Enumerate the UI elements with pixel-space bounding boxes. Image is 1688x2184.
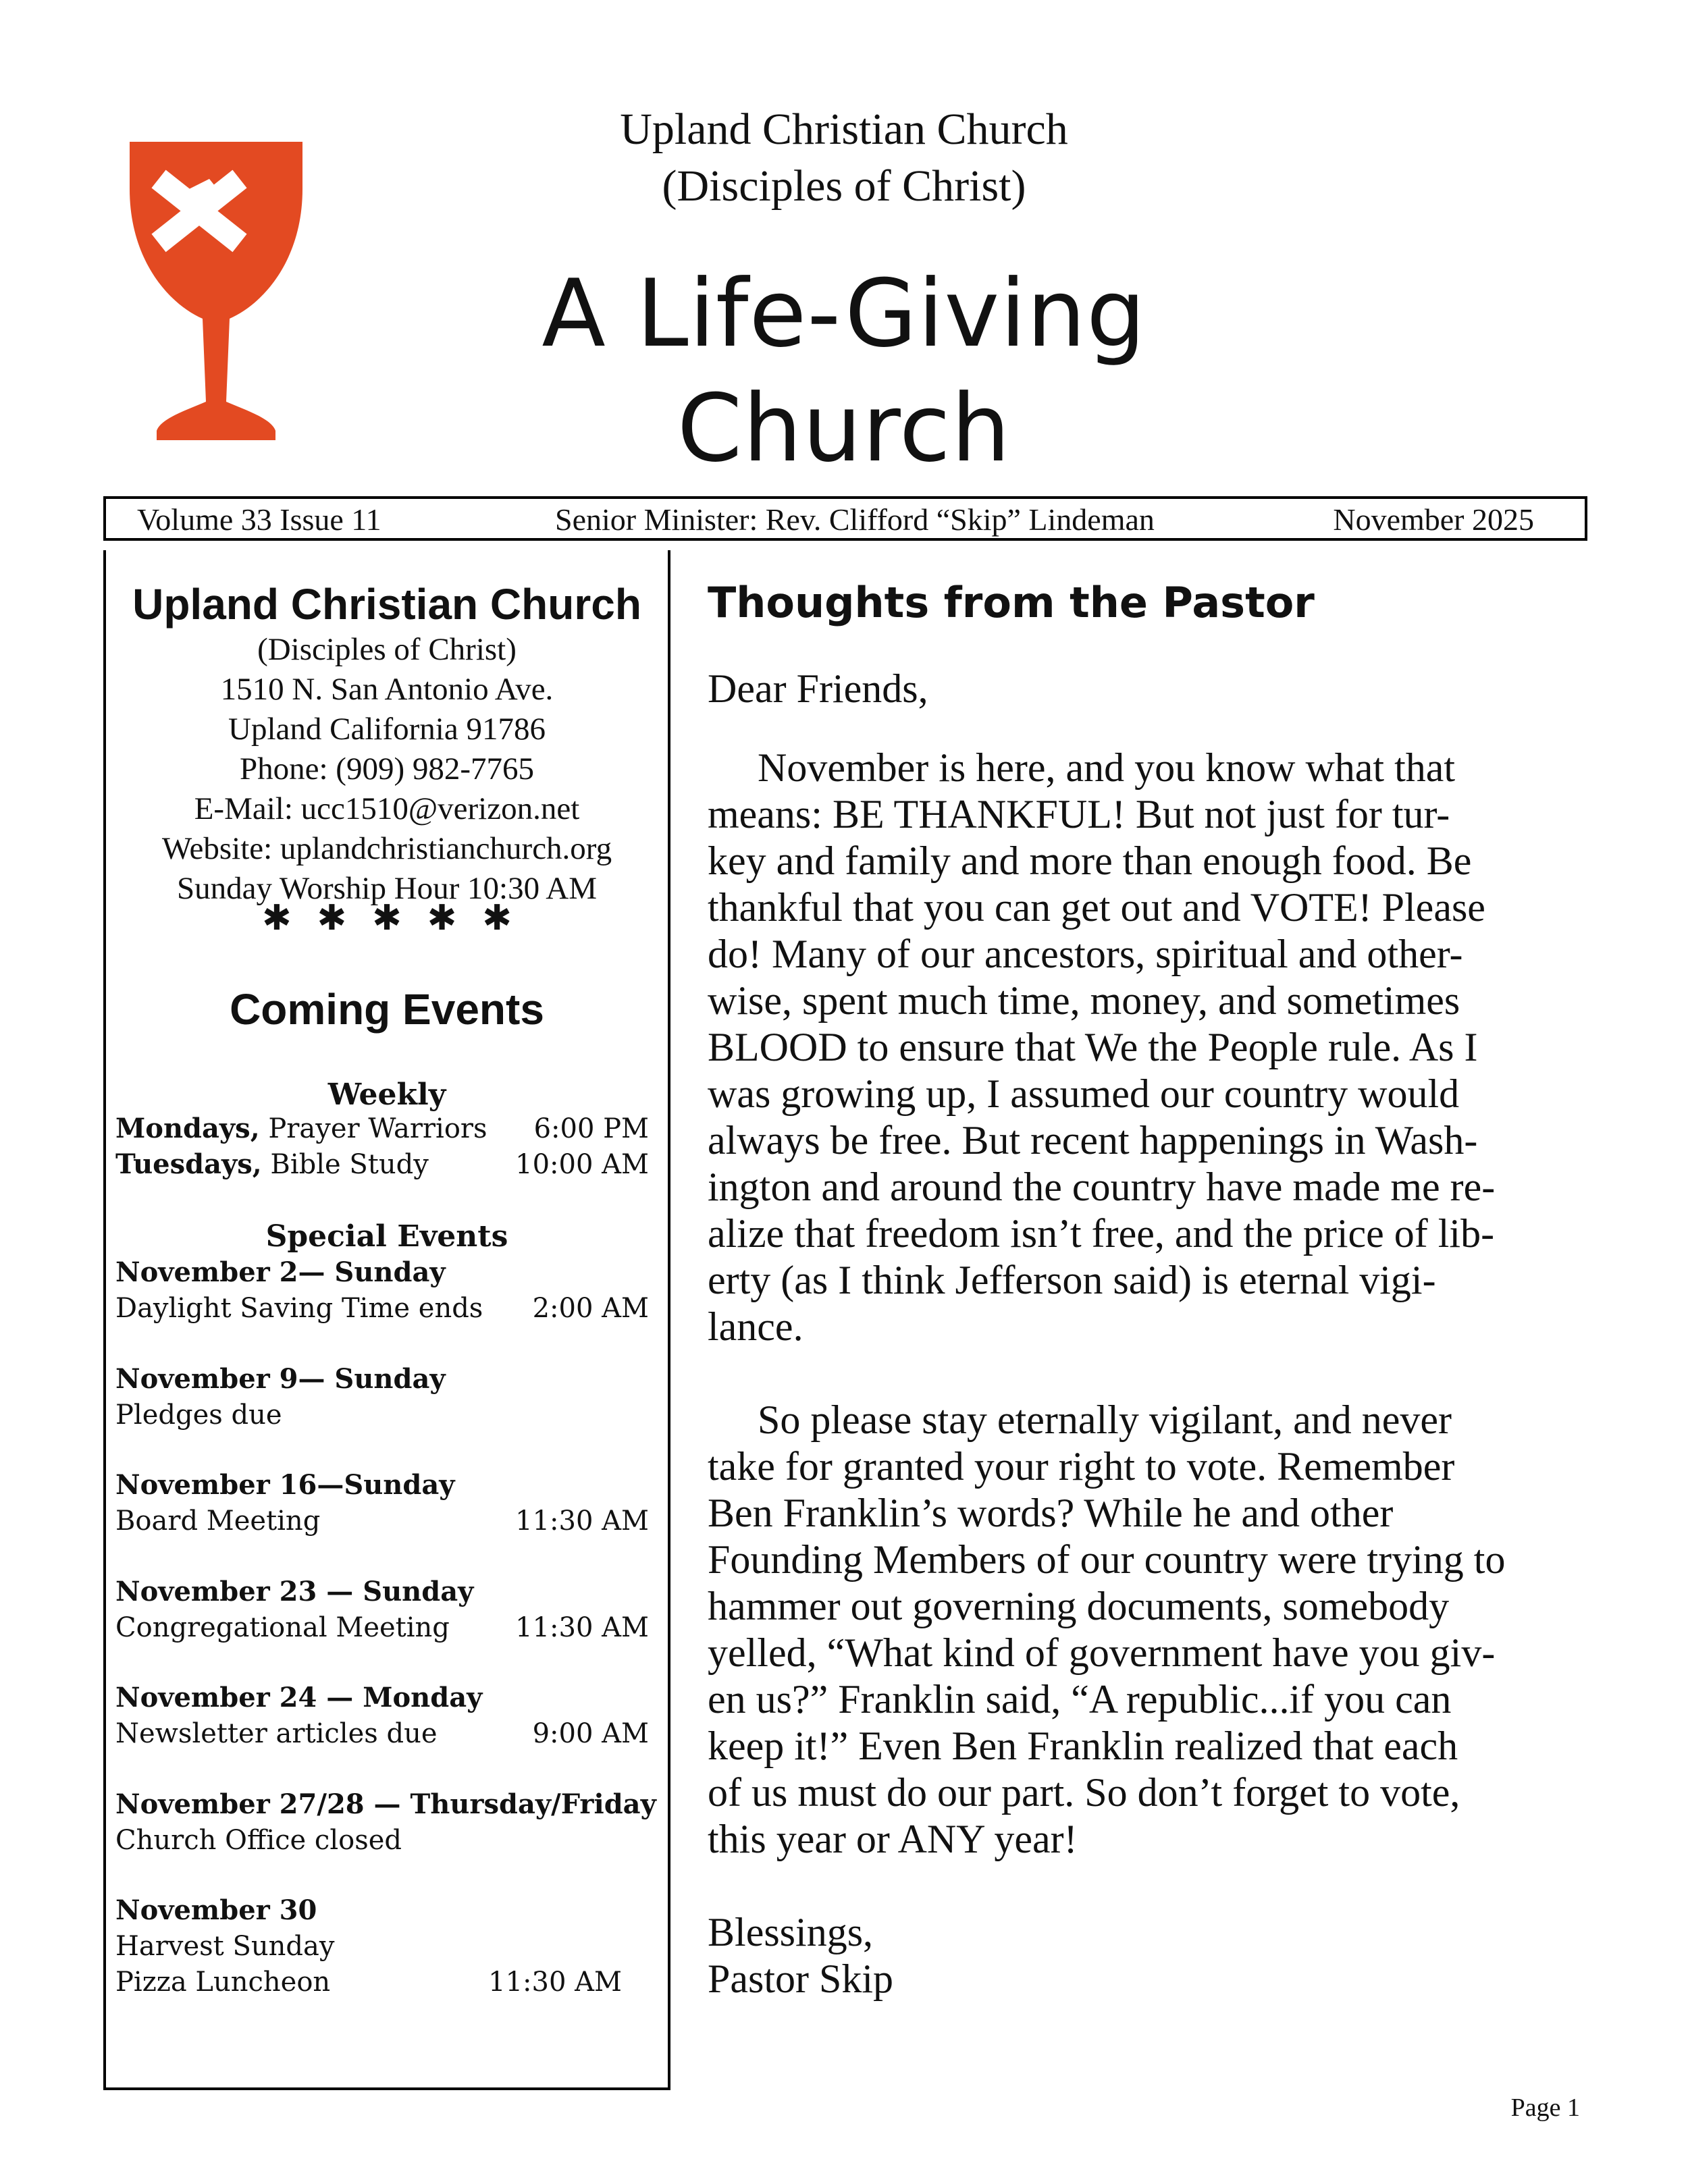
masthead-church-name: Upland Christian Church	[620, 105, 1068, 154]
event-time: 10:00 AM	[515, 1149, 649, 1180]
contact-email: E-Mail: ucc1510@verizon.net	[194, 791, 580, 826]
event-name: Church Office closed	[115, 1825, 402, 1856]
star-divider: ✱✱✱✱✱	[262, 899, 537, 938]
paragraph-2: So please stay eternally vigilant, and never take for granted your right to vote. Remember Ben Franklin’s words? While he and other Founding Members of our country were trying to hammer out governing documents, somebody yelled, “What kind of government have you giv- en us?” Franklin said, “A republic...if you can keep it!” Even Ben Franklin realized that each of us must do our part. So don’t forget to vote, this year or ANY year!	[708, 1397, 1506, 1861]
issue-date: November 2025	[1333, 502, 1534, 537]
contact-info	[106, 630, 668, 909]
masthead-denomination: (Disciples of Christ)	[662, 161, 1026, 211]
event-name: Congregational Meeting	[115, 1612, 450, 1643]
worship-hour: Sunday Worship Hour 10:30 AM	[176, 871, 598, 906]
chalice-cross-icon	[122, 142, 311, 446]
event-name: Bible Study	[261, 1149, 429, 1180]
list-item	[115, 1928, 649, 1965]
event-date: November 27/28 — Thursday/Friday	[115, 1788, 656, 1820]
closing: Blessings,	[708, 1910, 874, 1954]
event-date: November 24 — Monday	[115, 1682, 483, 1713]
event-date: November 23 — Sunday	[115, 1576, 474, 1607]
event-time: 6:00 PM	[533, 1113, 649, 1144]
contact-address: 1510 N. San Antonio Ave.	[220, 672, 554, 707]
contact-website: Website: uplandchristianchurch.org	[161, 831, 612, 866]
masthead	[432, 101, 1256, 215]
event-time: 11:30 AM	[488, 1967, 622, 1998]
newsletter-headline: A Life-Giving Church	[542, 259, 1146, 483]
list-item	[115, 1822, 649, 1859]
coming-events-heading: Coming Events	[230, 985, 544, 1034]
event-time: 9:00 AM	[532, 1718, 649, 1749]
event-day: Mondays,	[115, 1113, 260, 1144]
event-time: 2:00 AM	[532, 1293, 649, 1324]
event-name: Pledges due	[115, 1400, 282, 1431]
signature: Pastor Skip	[708, 1956, 894, 2001]
special-events-heading: Special Events	[265, 1219, 508, 1254]
list-item	[115, 1715, 649, 1752]
list-item	[115, 1146, 649, 1183]
info-bar	[103, 496, 1587, 541]
pastor-article	[708, 577, 1592, 2002]
event-name: Newsletter articles due	[115, 1718, 438, 1749]
sidebar-title: Upland Christian Church	[132, 580, 641, 629]
article-title: Thoughts from the Pastor	[708, 578, 1315, 627]
event-name: Prayer Warriors	[259, 1113, 487, 1144]
weekly-heading: Weekly	[327, 1077, 446, 1112]
event-date: November 2— Sunday	[115, 1256, 446, 1288]
event-name: Pizza Luncheon	[115, 1967, 331, 1998]
list-item	[115, 1290, 649, 1327]
list-item	[115, 1111, 649, 1147]
event-date: November 9— Sunday	[115, 1363, 446, 1395]
event-time: 11:30 AM	[515, 1612, 649, 1643]
list-item	[115, 1609, 649, 1646]
list-item	[115, 1397, 649, 1433]
article-body	[708, 666, 1592, 2002]
event-name: Board Meeting	[115, 1506, 321, 1537]
list-item	[115, 1503, 649, 1539]
event-date: November 30	[115, 1894, 317, 1926]
event-date: November 16—Sunday	[115, 1469, 455, 1501]
volume-issue: Volume 33 Issue 11	[137, 502, 381, 537]
contact-city: Upland California 91786	[228, 712, 546, 747]
event-time: 11:30 AM	[515, 1506, 649, 1537]
senior-minister: Senior Minister: Rev. Clifford “Skip” Lindeman	[555, 502, 1155, 537]
greeting: Dear Friends,	[708, 666, 928, 711]
paragraph-1: November is here, and you know what that means: BE THANKFUL! But not just for tur- key and family and more than enough food. Be thankful that you can get out and VOTE! Please do! Many of our ancestors, spiritual and other- wise, spent much time, money, and sometimes BLOOD to ensure that We the People rule. As I was growing up, I assumed our country would always be free. But recent happenings in Wash- ington and around the country have made me re- alize that freedom isn’t free, and the price of lib- erty (as I think Jefferson said) is eternal vigi- lance.	[708, 745, 1496, 1349]
contact-phone: Phone: (909) 982-7765	[239, 751, 534, 787]
event-name: Daylight Saving Time ends	[115, 1293, 483, 1324]
event-name: Harvest Sunday	[115, 1931, 335, 1962]
event-day: Tuesdays,	[115, 1148, 262, 1180]
page-number: Page 1	[1510, 2094, 1580, 2122]
list-item	[115, 1964, 622, 2000]
sidebar	[103, 550, 670, 2090]
contact-denomination: (Disciples of Christ)	[257, 632, 517, 667]
